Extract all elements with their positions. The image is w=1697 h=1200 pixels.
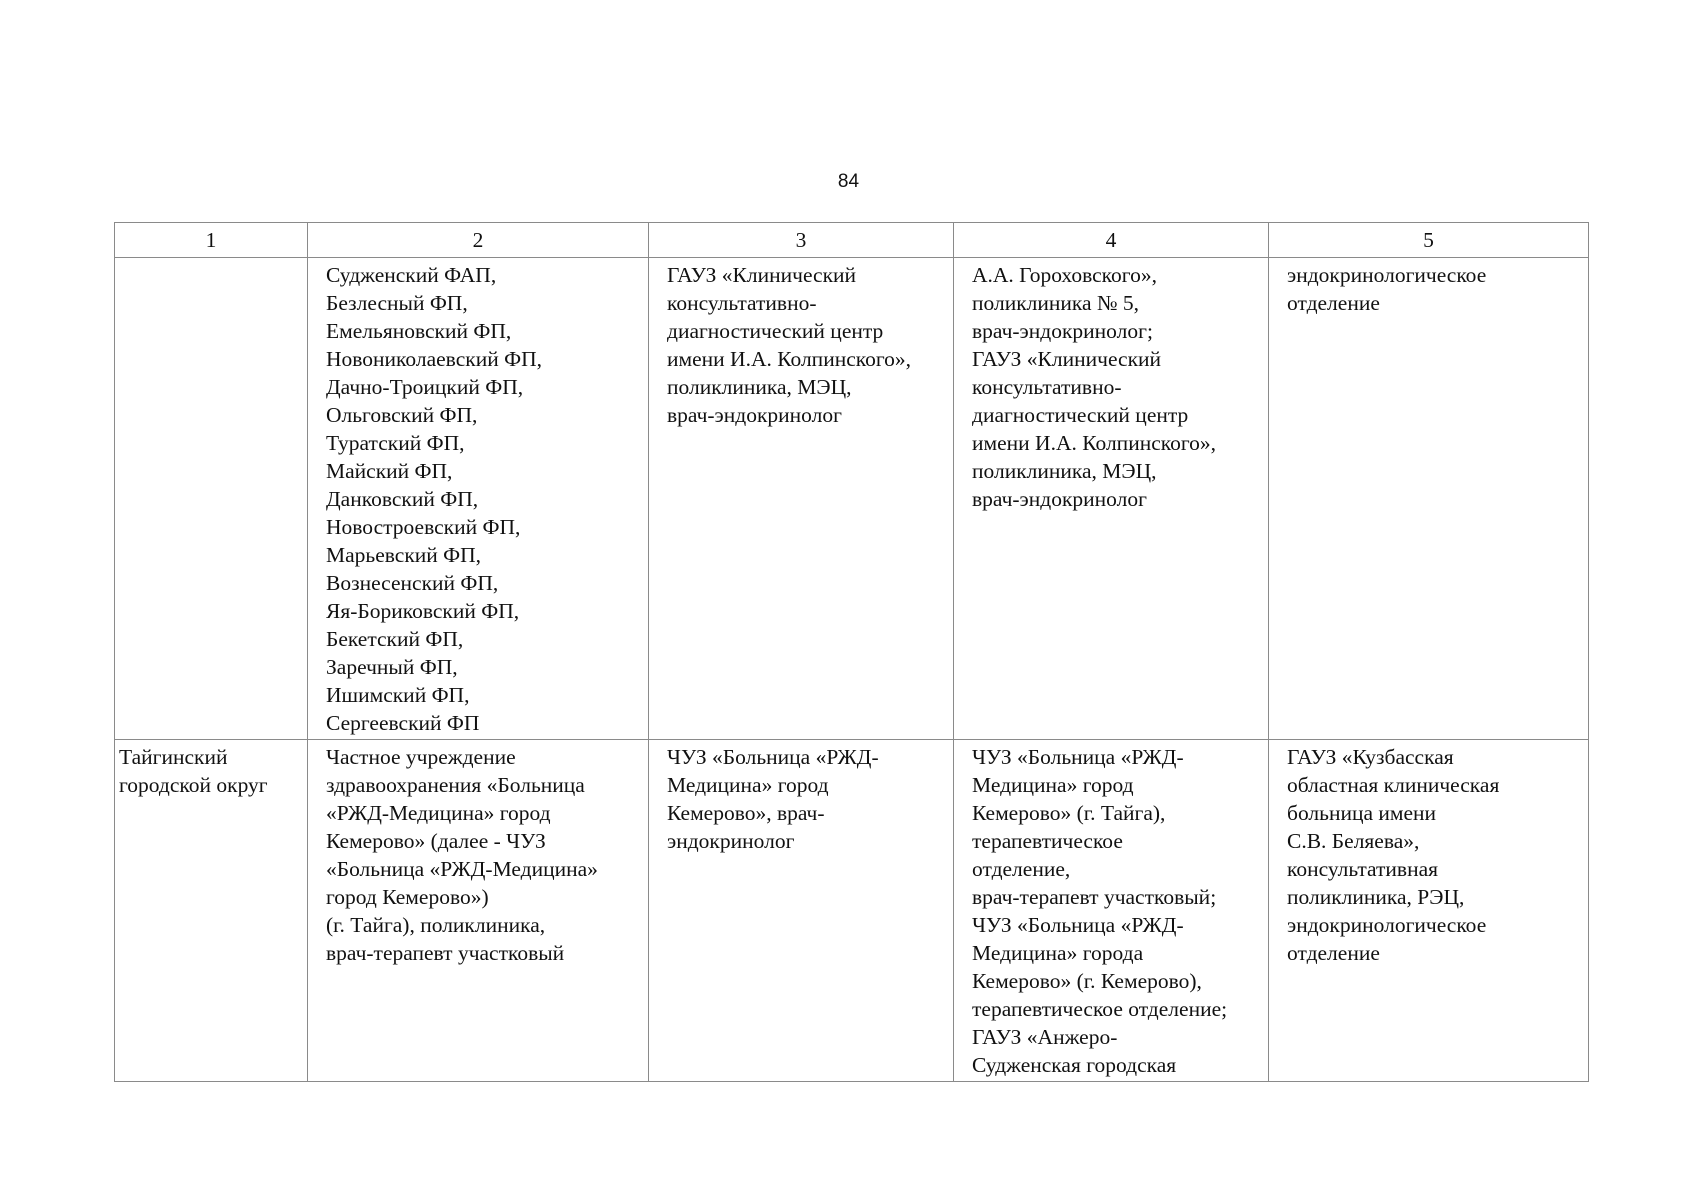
cell-line: больница имени [1287,801,1437,825]
cell-line: эндокринологическое [1287,913,1487,937]
cell-line: Кемерово» (далее - ЧУЗ [326,829,546,853]
cell-line: Вознесенский ФП, [326,571,499,595]
table-cell [115,740,308,1082]
cell-line: имени И.А. Колпинского», [972,431,1217,455]
cell-line: Новониколаевский ФП, [326,347,542,371]
cell-line: врач-эндокринолог [667,403,842,427]
cell-line: Заречный ФП, [326,655,458,679]
cell-line: Дачно-Троицкий ФП, [326,375,524,399]
table-cell [649,740,954,1082]
cell-line: врач-терапевт участковый; [972,885,1217,909]
column-header-5: 5 [1269,223,1589,258]
cell-line: диагностический центр [667,319,884,343]
cell-line: терапевтическое [972,829,1123,853]
cell-line: (г. Тайга), поликлиника, [326,913,546,937]
cell-line: врач-терапевт участковый [326,941,565,965]
cell-line: «Больница «РЖД-Медицина» [326,857,598,881]
table-cell [1269,740,1589,1082]
cell-line: консультативно- [667,291,817,315]
cell-line: ГАУЗ «Кузбасская [1287,745,1454,769]
table-row [115,258,1589,740]
cell-line: Ольговский ФП, [326,403,478,427]
cell-line: ГАУЗ «Анжеро- [972,1025,1118,1049]
cell-line: эндокринолог [667,829,795,853]
cell-line: областная клиническая [1287,773,1500,797]
cell-line: Емельяновский ФП, [326,319,512,343]
cell-line: ЧУЗ «Больница «РЖД- [972,745,1184,769]
cell-line: Медицина» город [972,773,1134,797]
cell-line: Судженская городская [972,1053,1177,1077]
cell-line: Медицина» город [667,773,829,797]
cell-line: ГАУЗ «Клинический [972,347,1162,371]
cell-line: А.А. Гороховского», [972,263,1157,287]
cell-line: Марьевский ФП, [326,543,482,567]
cell-line: Бекетский ФП, [326,627,464,651]
cell-line: Судженский ФАП, [326,263,497,287]
table-cell [308,258,649,740]
table-header-row [115,223,1589,258]
cell-line: эндокринологическое [1287,263,1487,287]
cell-line: Частное учреждение [326,745,516,769]
cell-line: терапевтическое отделение; [972,997,1228,1021]
cell-line: городской округ [119,773,268,797]
table-cell [954,740,1269,1082]
cell-line: Безлесный ФП, [326,291,468,315]
cell-line: ЧУЗ «Больница «РЖД- [972,913,1184,937]
cell-line: врач-эндокринолог [972,487,1147,511]
table-cell [308,740,649,1082]
column-header-2: 2 [308,223,649,258]
cell-line: диагностический центр [972,403,1189,427]
cell-line: Майский ФП, [326,459,453,483]
data-table [114,222,1589,1082]
cell-line: Тайгинский [119,745,228,769]
cell-line: консультативно- [972,375,1122,399]
cell-line: Туратский ФП, [326,431,465,455]
cell-line: поликлиника, МЭЦ, [667,375,852,399]
table-cell [954,258,1269,740]
table-cell [115,258,308,740]
cell-line: Кемерово» (г. Кемерово), [972,969,1202,993]
cell-line: поликлиника, РЭЦ, [1287,885,1465,909]
cell-line: отделение [1287,941,1380,965]
cell-line: Ишимский ФП, [326,683,470,707]
cell-line: поликлиника № 5, [972,291,1139,315]
table-cell [649,258,954,740]
cell-line: Кемерово», врач- [667,801,825,825]
cell-line: отделение, [972,857,1071,881]
cell-line: «РЖД-Медицина» город [326,801,551,825]
cell-line: Сергеевский ФП [326,711,480,735]
cell-line: ЧУЗ «Больница «РЖД- [667,745,879,769]
cell-line: здравоохранения «Больница [326,773,585,797]
cell-line: консультативная [1287,857,1439,881]
column-header-3: 3 [649,223,954,258]
cell-line: врач-эндокринолог; [972,319,1153,343]
cell-line: город Кемерово») [326,885,489,909]
cell-line: Кемерово» (г. Тайга), [972,801,1166,825]
cell-line: Медицина» города [972,941,1144,965]
cell-line: Данковский ФП, [326,487,479,511]
cell-line: отделение [1287,291,1380,315]
table-cell [1269,258,1589,740]
cell-line: Новостроевский ФП, [326,515,521,539]
cell-line: Яя-Бориковский ФП, [326,599,520,623]
table-row [115,740,1589,1082]
column-header-1: 1 [115,223,308,258]
cell-line: ГАУЗ «Клинический [667,263,857,287]
cell-line: поликлиника, МЭЦ, [972,459,1157,483]
column-header-4: 4 [954,223,1269,258]
cell-line: С.В. Беляева», [1287,829,1420,853]
page-number: 84 [837,171,860,192]
cell-line: имени И.А. Колпинского», [667,347,912,371]
